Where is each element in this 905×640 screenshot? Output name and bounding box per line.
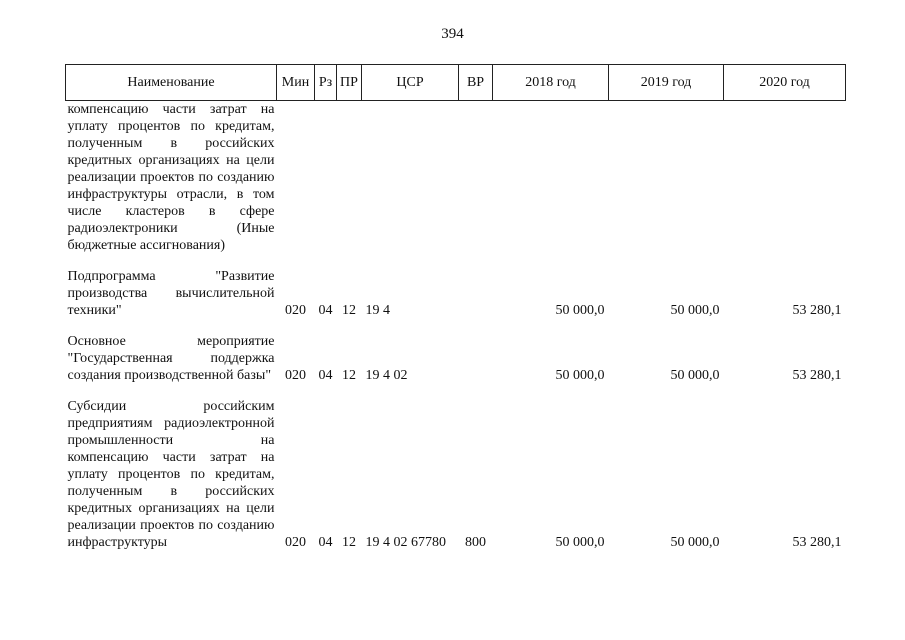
table-row	[66, 101, 846, 255]
row-min	[277, 101, 315, 255]
header-min: Мин	[277, 65, 315, 101]
row-2018	[493, 101, 609, 255]
header-row	[66, 65, 846, 101]
header-2018: 2018 год	[493, 65, 609, 101]
row-pr: 12	[342, 535, 356, 550]
row-2019	[609, 101, 724, 255]
row-name	[66, 268, 277, 319]
header-2019: 2019 год	[609, 65, 724, 101]
row-rz: 04	[318, 303, 333, 318]
row-csr: 19 4	[365, 303, 390, 318]
table-row	[66, 398, 846, 551]
row-2020: 53 280,1	[792, 303, 842, 318]
row-name	[66, 101, 277, 255]
row-spacer	[66, 384, 846, 398]
row-spacer	[66, 319, 846, 333]
row-2020	[724, 101, 846, 255]
row-rz: 04	[318, 535, 333, 550]
row-vr	[459, 333, 493, 384]
header-rz: Рз	[315, 65, 337, 101]
row-2018: 50 000,0	[555, 535, 605, 550]
row-name-text: Подпрограмма "Развитие производства вычислительной техники"	[67, 269, 275, 318]
row-vr	[459, 101, 493, 255]
row-name-text: Субсидии российским предприятиям радиоэлектронной промышленности на компенсацию части затрат на уплату процентов по кредитам, полученным в российских кредитных организациях на цели реализации проектов по созданию инфраструктуры	[67, 399, 275, 550]
spacer-cell	[66, 254, 846, 268]
row-vr: 800	[465, 535, 486, 550]
row-pr	[337, 101, 362, 255]
row-2019: 50 000,0	[670, 303, 720, 318]
spacer-cell	[66, 384, 846, 398]
page-number: 394	[441, 26, 464, 42]
row-min: 020	[285, 303, 306, 318]
table-header	[66, 65, 846, 101]
row-name-text: компенсацию части затрат на уплату процентов по кредитам, полученным в российских кредитных организациях на цели реализации проектов по созданию инфраструктуры отрасли, в том числе кластеров в сфере радиоэлектроники (Иные бюджетные ассигнования)	[67, 102, 275, 253]
row-2020: 53 280,1	[792, 368, 842, 383]
table-body	[66, 101, 846, 552]
row-csr: 19 4 02 67780	[365, 535, 446, 550]
row-pr: 12	[342, 368, 356, 383]
row-rz: 04	[318, 368, 333, 383]
row-min: 020	[285, 368, 306, 383]
row-2018: 50 000,0	[555, 368, 605, 383]
row-name	[66, 398, 277, 551]
row-name-text: Основное мероприятие "Государственная поддержка создания производственной базы"	[67, 334, 275, 383]
header-2020: 2020 год	[724, 65, 846, 101]
row-2020: 53 280,1	[792, 535, 842, 550]
row-min: 020	[285, 535, 306, 550]
header-pr: ПР	[337, 65, 362, 101]
table-row	[66, 333, 846, 384]
budget-table-container	[65, 64, 845, 551]
header-csr: ЦСР	[362, 65, 459, 101]
row-2019: 50 000,0	[670, 535, 720, 550]
row-spacer	[66, 254, 846, 268]
budget-table	[65, 64, 846, 551]
table-row	[66, 268, 846, 319]
row-2019: 50 000,0	[670, 368, 720, 383]
row-name	[66, 333, 277, 384]
header-vr: ВР	[459, 65, 493, 101]
header-name: Наименование	[66, 65, 277, 101]
row-csr	[362, 101, 459, 255]
row-2018: 50 000,0	[555, 303, 605, 318]
spacer-cell	[66, 319, 846, 333]
row-rz	[315, 101, 337, 255]
row-pr: 12	[342, 303, 356, 318]
row-vr	[459, 268, 493, 319]
row-csr: 19 4 02	[365, 368, 408, 383]
